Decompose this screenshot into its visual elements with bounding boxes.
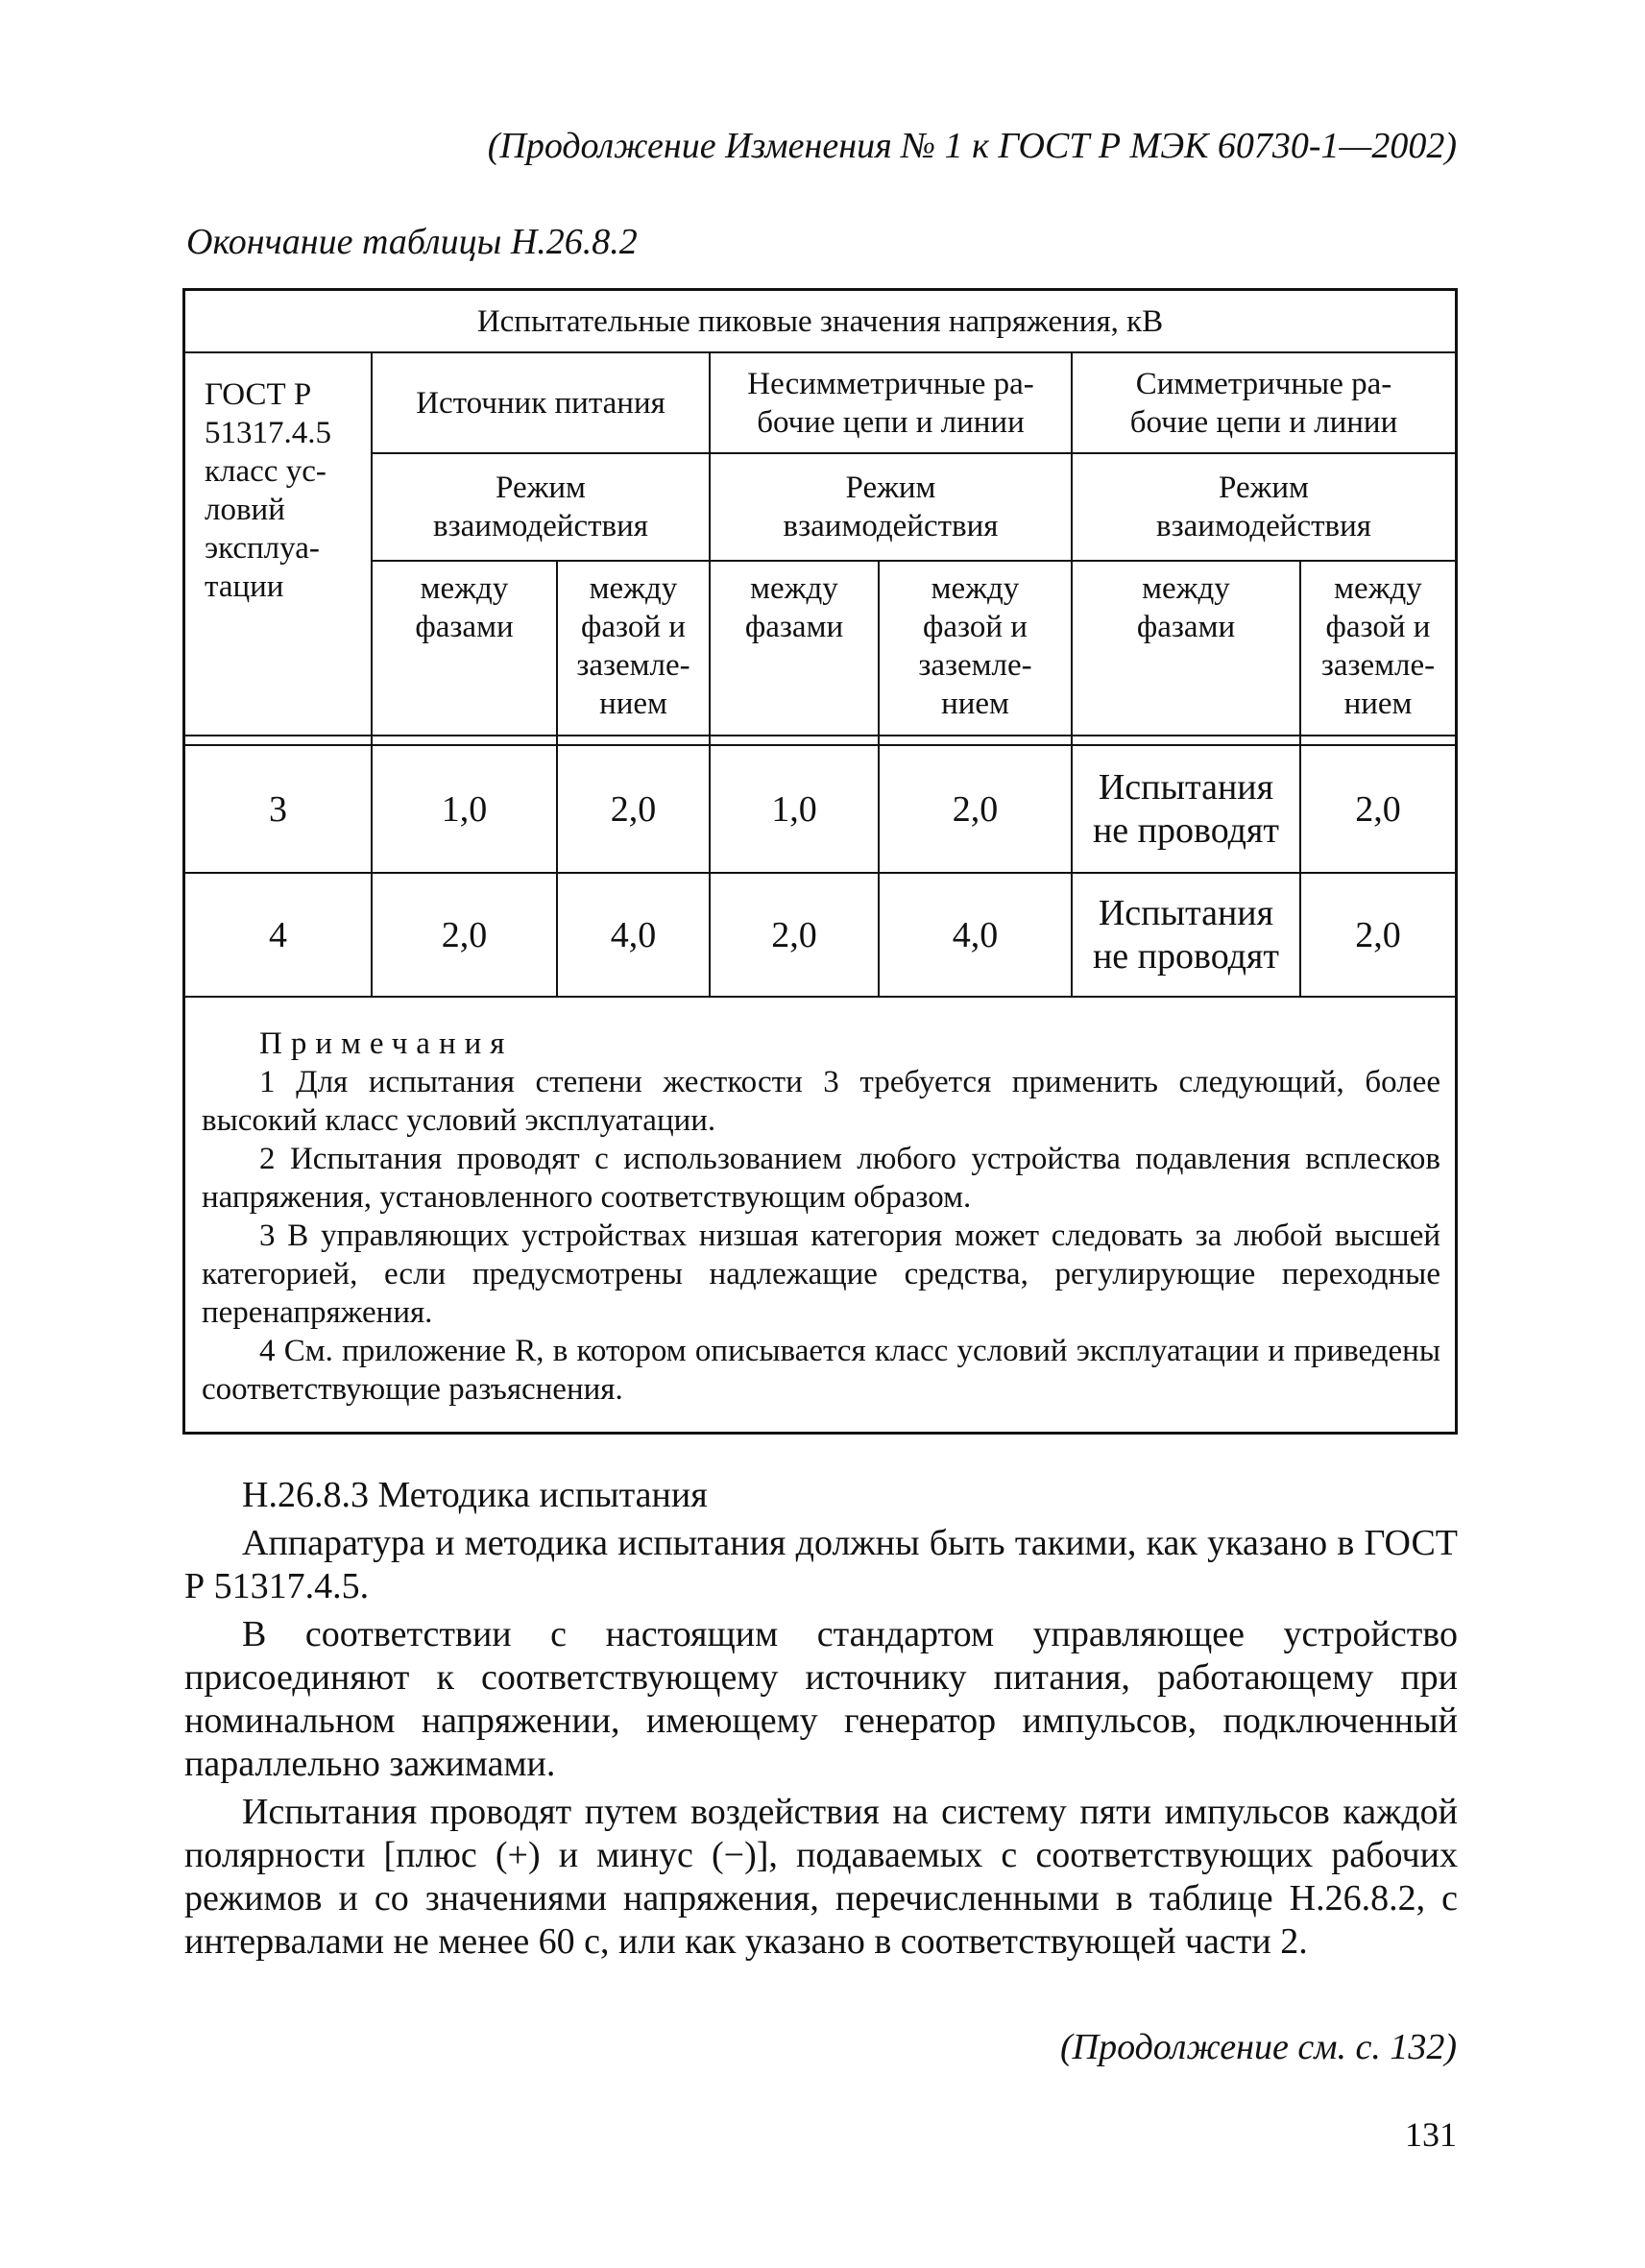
mode-header-power-supply [373, 454, 709, 560]
subheader-line: заземле- [1320, 648, 1436, 683]
not-performed-cell [1073, 746, 1299, 872]
subheader-line: между [420, 571, 509, 606]
subheader-phase-earth [558, 569, 709, 733]
section-heading: H.26.8.3 Методика испытания [242, 1475, 708, 1515]
subheader-phase-earth [880, 569, 1071, 733]
value-cell: 1,0 [771, 788, 817, 830]
row-class-cell: 4 [269, 914, 287, 955]
note-item: 4 См. приложение R, в котором описывается класс условий эксплуатации и приведены соответствующие разъяснения. [202, 1334, 1440, 1407]
subheader-phase-phase [373, 569, 556, 733]
mode-header-line: взаимодействия [1156, 509, 1371, 543]
voltage-table [182, 288, 1458, 1435]
notes-title: Примечания [259, 1026, 514, 1061]
subheader-line: заземле- [576, 648, 690, 683]
not-performed-line: не проводят [1092, 809, 1280, 851]
rule-header-1 [185, 735, 1455, 736]
subheader-line: между [1142, 571, 1230, 606]
group-header-line: Несимметричные ра- [747, 366, 1034, 401]
note-item: 2 Испытания проводят с использованием любого устройства подавления всплесков напряжения, установленного соответствующим образом. [202, 1142, 1440, 1215]
body-paragraph: Аппаратура и методика испытания должны быть такими, как указано в ГОСТ Р 51317.4.5. [184, 1523, 1458, 1606]
not-performed-cell [1073, 874, 1299, 996]
class-column-header [205, 375, 368, 731]
table-notes [202, 1025, 1440, 1409]
group-header-line: Источник питания [416, 385, 665, 421]
subheader-line: фазой и [1325, 610, 1431, 644]
body-text [184, 1474, 1458, 1968]
footer-continuation: (Продолжение см. с. 132) [1059, 2027, 1457, 2067]
rule-mode [371, 560, 1455, 562]
subheader-line: между [750, 571, 838, 606]
subheader-line: фазой и [923, 610, 1028, 644]
rule-notes [185, 996, 1455, 998]
value-cell: 2,0 [610, 788, 657, 830]
group-header-line: бочие цепи и линии [757, 404, 1025, 440]
table-title: Испытательные пиковые значения напряжения, кВ [476, 303, 1164, 339]
class-header-line: класс ус- [205, 454, 327, 489]
mode-header-line: взаимодействия [433, 509, 648, 543]
subheader-line: между [1334, 571, 1422, 606]
mode-header-line: взаимодействия [783, 509, 999, 543]
mode-header-line: Режим [845, 470, 936, 505]
value-cell: 2,0 [771, 914, 817, 955]
not-performed-line: Испытания [1098, 766, 1274, 808]
subheader-line: нием [941, 687, 1009, 721]
subheader-phase-earth [1301, 569, 1455, 733]
subheader-line: нием [599, 687, 667, 721]
subheader-line: между [931, 571, 1020, 606]
body-paragraph: В соответствии с настоящим стандартом управляющее устройство присоединяют к соответствующему источнику питания, работающему при номинальном напряжении, имеющему генератор импульсов, подключенный параллельно зажимами. [184, 1614, 1458, 1784]
mode-header-unsymmetric [711, 454, 1071, 560]
note-item: 1 Для испытания степени жесткости 3 требуется применить следующий, более высокий класс условий эксплуатации. [202, 1065, 1440, 1138]
subheader-line: фазой и [581, 610, 686, 644]
mode-header-symmetric [1073, 454, 1455, 560]
group-header-unsymmetric [711, 353, 1071, 452]
subheader-line: между [589, 571, 678, 606]
value-cell: 4,0 [952, 914, 999, 955]
value-cell: 2,0 [952, 788, 999, 830]
value-cell: 1,0 [441, 788, 488, 830]
not-performed-line: Испытания [1098, 892, 1274, 933]
group-header-power-supply [373, 353, 709, 452]
class-header-line: ловий [205, 493, 285, 527]
subheader-line: фазами [415, 610, 514, 644]
subheader-phase-phase [1073, 569, 1299, 733]
value-cell: 2,0 [1355, 788, 1401, 830]
class-header-line: 51317.4.5 [205, 416, 331, 450]
subheader-line: заземле- [918, 648, 1032, 683]
value-cell: 4,0 [610, 914, 657, 955]
subheader-phase-phase [711, 569, 878, 733]
not-performed-line: не проводят [1092, 935, 1280, 977]
class-header-line: эксплуа- [205, 531, 320, 566]
subheader-line: нием [1343, 687, 1413, 721]
page-number: 131 [1405, 2115, 1457, 2154]
class-header-line: ГОСТ Р [205, 377, 312, 412]
subheader-line: фазами [744, 610, 844, 644]
group-header-symmetric [1073, 353, 1455, 452]
body-paragraph: Испытания проводят путем воздействия на систему пяти импульсов каждой полярности [плюс (+) и минус (−)], подаваемых с соответствующих рабочих режимов и со значениями напряжения, перечисленными в таблице H.26.8.2, с интервалами не менее 60 с, или как указано в соответствующей части 2. [184, 1792, 1458, 1962]
mode-header-line: Режим [496, 470, 586, 505]
mode-header-line: Режим [1219, 470, 1309, 505]
group-header-line: бочие цепи и линии [1129, 404, 1398, 440]
row-class-cell: 3 [269, 788, 287, 830]
class-header-line: тации [205, 569, 284, 604]
value-cell: 2,0 [441, 914, 488, 955]
value-cell: 2,0 [1355, 914, 1401, 955]
subheader-line: фазами [1136, 610, 1236, 644]
note-item: 3 В управляющих устройствах низшая категория может следовать за любой высшей категорией, если предусмотрены надлежащие средства, регулирующие переходные перенапряжения. [202, 1218, 1440, 1330]
header-continuation: (Продолжение Изменения № 1 к ГОСТ Р МЭК 60730-1—2002) [487, 126, 1457, 166]
group-header-line: Симметричные ра- [1135, 366, 1392, 401]
table-caption: Окончание таблицы H.26.8.2 [186, 222, 638, 262]
